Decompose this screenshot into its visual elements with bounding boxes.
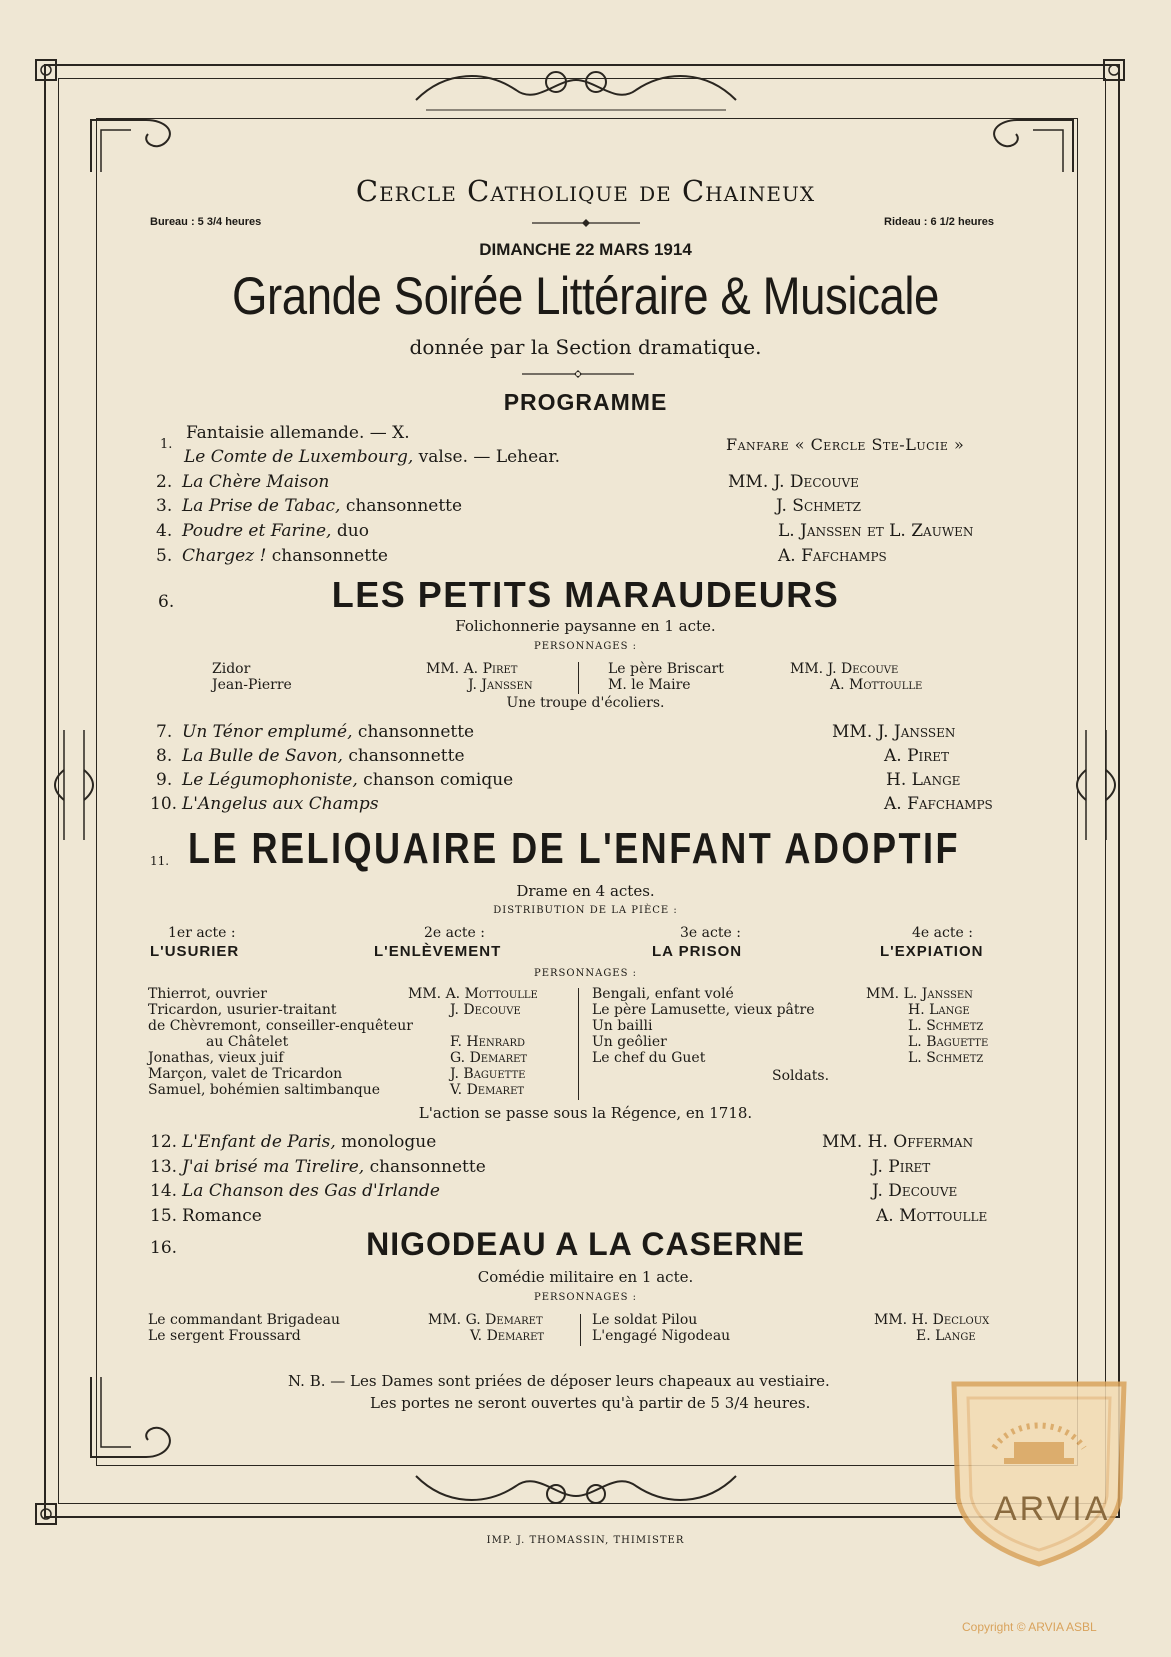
- cast-role: Thierrot, ouvrier: [148, 986, 267, 1002]
- item-desc: chansonnette: [364, 1157, 486, 1177]
- item-number: 4.: [156, 521, 173, 541]
- item-number: 8.: [156, 746, 173, 766]
- arvia-logo-icon: [944, 1378, 1134, 1568]
- ornament-top-right-icon: [1102, 58, 1142, 98]
- watermark-logo-text: ARVIA: [994, 1490, 1111, 1528]
- item-desc: duo: [331, 521, 369, 541]
- printer-credit: IMP. J. THOMASSIN, THIMISTER: [486, 1535, 685, 1546]
- ornament-left-side-icon: [56, 730, 92, 840]
- item-performer: A. Fafchamps: [778, 546, 887, 566]
- divider-icon: [522, 368, 634, 380]
- act-name: LA PRISON: [652, 943, 743, 960]
- cast-role: Le père Briscart: [608, 661, 724, 677]
- item-number: 11.: [150, 854, 170, 868]
- watermark-copyright: Copyright © ARVIA ASBL: [962, 1620, 1097, 1634]
- ornament-top-left-icon: [34, 58, 74, 98]
- item-number: 16.: [150, 1238, 178, 1258]
- cast-role: Le soldat Pilou: [592, 1312, 698, 1328]
- cast-role: M. le Maire: [608, 677, 691, 693]
- act-label: 1er acte :: [168, 925, 236, 941]
- item-title: La Chère Maison: [182, 472, 330, 492]
- item-desc: valse. — Lehear.: [413, 447, 560, 467]
- item-title: L'Angelus aux Champs: [182, 794, 379, 814]
- personnages-label: PERSONNAGES :: [533, 968, 637, 979]
- item-title: La Prise de Tabac,: [182, 496, 341, 516]
- cast-role: Marçon, valet de Tricardon: [148, 1066, 343, 1082]
- column-divider: [578, 988, 579, 1100]
- ornament-corner-bl-icon: [86, 1372, 186, 1462]
- cast-actor: G. Demaret: [450, 1050, 528, 1066]
- item-performer: A. Mottoulle: [876, 1206, 988, 1226]
- ornament-corner-tl-icon: [86, 112, 186, 182]
- column-divider: [580, 1314, 581, 1346]
- item-desc: Romance: [182, 1206, 262, 1226]
- ornament-bottom-scroll-icon: [406, 1466, 746, 1516]
- cast-actor: F. Henrard: [450, 1034, 525, 1050]
- item-performer: A. Piret: [884, 746, 950, 766]
- bureau-time: Bureau : 5 3/4 heures: [150, 216, 262, 228]
- item-title: La Chanson des Gas d'Irlande: [182, 1181, 440, 1201]
- cast-role: Samuel, bohémien saltimbanque: [148, 1082, 381, 1098]
- column-divider: [578, 662, 579, 694]
- act-name: L'USURIER: [150, 943, 240, 960]
- cast-role: Jonathas, vieux juif: [148, 1050, 284, 1066]
- act-name: L'ENLÈVEMENT: [374, 943, 502, 960]
- item-number: 5.: [156, 546, 173, 566]
- distribution-label: DISTRIBUTION DE LA PIÈCE :: [493, 905, 678, 916]
- play-title: LE RELIQUAIRE DE L'ENFANT ADOPTIF: [188, 824, 960, 873]
- event-title: Grande Soirée Littéraire & Musicale: [231, 267, 939, 326]
- item-performer: L. Janssen et L. Zauwen: [778, 521, 974, 541]
- cast-note: Soldats.: [772, 1068, 830, 1084]
- cast-role: Le commandant Brigadeau: [148, 1312, 340, 1328]
- item-number: 6.: [158, 592, 175, 612]
- ornament-top-scroll-icon: [406, 60, 746, 120]
- ornament-right-side-icon: [1078, 730, 1114, 840]
- cast-actor: MM. J. Decouve: [790, 661, 899, 677]
- cast-actor: L. Schmetz: [908, 1018, 984, 1034]
- play-title: NIGODEAU A LA CASERNE: [366, 1226, 805, 1262]
- cast-role: Bengali, enfant volé: [592, 986, 734, 1002]
- cast-actor: E. Lange: [916, 1328, 976, 1344]
- cast-actor: MM. G. Demaret: [428, 1312, 543, 1328]
- item-desc: chansonnette: [340, 496, 463, 516]
- cast-role: Un geôlier: [592, 1034, 667, 1050]
- item-line: [182, 496, 462, 516]
- item-line: [184, 447, 560, 467]
- play-genre: Comédie militaire en 1 acte.: [477, 1268, 694, 1286]
- cast-actor: L. Baguette: [908, 1034, 989, 1050]
- item-title: Chargez !: [182, 546, 267, 566]
- item-number: 15.: [150, 1206, 178, 1226]
- item-number: 1.: [160, 437, 173, 452]
- cast-actor: V. Demaret: [470, 1328, 545, 1344]
- cast-role: Zidor: [212, 661, 251, 677]
- personnages-label: PERSONNAGES :: [533, 641, 637, 652]
- item-number: 3.: [156, 496, 173, 516]
- event-subtitle: donnée par la Section dramatique.: [409, 335, 762, 359]
- item-title: Le Comte de Luxembourg,: [184, 447, 414, 467]
- ornament-corner-tr-icon: [978, 112, 1078, 182]
- personnages-label: PERSONNAGES :: [533, 1292, 637, 1303]
- note-line-1: N. B. — Les Dames sont priées de déposer leurs chapeaux au vestiaire.: [288, 1372, 830, 1390]
- note-line-2: Les portes ne seront ouvertes qu'à partir de 5 3/4 heures.: [370, 1394, 811, 1412]
- play-genre: Folichonnerie paysanne en 1 acte.: [455, 617, 716, 635]
- cast-role: Un bailli: [592, 1018, 653, 1034]
- act-label: 3e acte :: [680, 925, 741, 941]
- cast-actor: MM. H. Decloux: [874, 1312, 990, 1328]
- item-line: [182, 794, 379, 814]
- item-performer: J. Schmetz: [776, 496, 861, 516]
- divider-small-icon: [532, 218, 640, 228]
- organization-name: Cercle Catholique de Chaineux: [355, 174, 816, 208]
- item-line: [182, 1132, 436, 1152]
- item-line: Fantaisie allemande. — X.: [186, 423, 410, 443]
- act-label: 2e acte :: [424, 925, 485, 941]
- item-number: 13.: [150, 1157, 178, 1177]
- item-number: 2.: [156, 472, 173, 492]
- item-title: La Bulle de Savon,: [182, 746, 343, 766]
- item-performer: Fanfare « Cercle Ste-Lucie »: [726, 435, 965, 454]
- item-number: 7.: [156, 722, 173, 742]
- item-performer: J. Piret: [872, 1157, 931, 1177]
- cast-role: Jean-Pierre: [212, 677, 292, 693]
- cast-role: Le sergent Froussard: [148, 1328, 301, 1344]
- item-number: 9.: [156, 770, 173, 790]
- item-title: Le Légumophoniste,: [182, 770, 358, 790]
- item-performer: H. Lange: [886, 770, 961, 790]
- programme-heading: PROGRAMME: [503, 389, 668, 415]
- cast-actor: J. Baguette: [450, 1066, 526, 1082]
- item-title: Un Ténor emplumé,: [182, 722, 353, 742]
- cast-role: de Chèvremont, conseiller-enquêteur: [148, 1018, 413, 1034]
- item-desc: chanson comique: [357, 770, 514, 790]
- act-name: L'EXPIATION: [880, 943, 984, 960]
- item-title: J'ai brisé ma Tirelire,: [182, 1157, 365, 1177]
- item-desc: monologue: [335, 1132, 437, 1152]
- cast-actor: A. Mottoulle: [830, 677, 923, 693]
- cast-role: au Châtelet: [206, 1034, 289, 1050]
- cast-role: Le chef du Guet: [592, 1050, 706, 1066]
- cast-note: Une troupe d'écoliers.: [506, 695, 665, 711]
- item-title: Poudre et Farine,: [182, 521, 332, 541]
- cast-actor: V. Demaret: [450, 1082, 525, 1098]
- item-line: [182, 1157, 486, 1177]
- play-title: LES PETITS MARAUDEURS: [331, 574, 840, 615]
- cast-actor: L. Schmetz: [908, 1050, 984, 1066]
- item-line: [182, 472, 329, 492]
- event-date: DIMANCHE 22 MARS 1914: [479, 240, 692, 259]
- rideau-time: Rideau : 6 1/2 heures: [884, 216, 995, 228]
- cast-actor: J. Janssen: [468, 677, 533, 693]
- play-genre: Drame en 4 actes.: [516, 882, 655, 900]
- item-performer: MM. J. Janssen: [832, 722, 956, 742]
- item-number: 14.: [150, 1181, 178, 1201]
- cast-role: Tricardon, usurier-traitant: [148, 1002, 337, 1018]
- cast-role: Le père Lamusette, vieux pâtre: [592, 1002, 815, 1018]
- item-line: [182, 521, 369, 541]
- item-performer: MM. J. Decouve: [728, 472, 859, 492]
- play-setting: L'action se passe sous la Régence, en 1718.: [418, 1104, 753, 1122]
- cast-actor: MM. A. Piret: [426, 661, 518, 677]
- act-label: 4e acte :: [912, 925, 973, 941]
- item-performer: MM. H. Offerman: [822, 1132, 974, 1152]
- item-desc: chansonnette: [352, 722, 475, 742]
- cast-actor: MM. A. Mottoulle: [408, 986, 538, 1002]
- item-number: 12.: [150, 1132, 178, 1152]
- item-line: [182, 1206, 262, 1226]
- item-desc: chansonnette: [266, 546, 388, 566]
- item-title: L'Enfant de Paris,: [182, 1132, 336, 1152]
- item-line: [182, 1181, 440, 1201]
- cast-actor: H. Lange: [908, 1002, 970, 1018]
- item-desc: chansonnette: [342, 746, 465, 766]
- item-line: [182, 722, 474, 742]
- item-number: 10.: [150, 794, 178, 814]
- cast-role: L'engagé Nigodeau: [592, 1328, 731, 1344]
- item-line: [182, 746, 465, 766]
- item-performer: J. Decouve: [872, 1181, 958, 1201]
- item-line: [182, 770, 513, 790]
- cast-actor: MM. L. Janssen: [866, 986, 973, 1002]
- item-line: [182, 546, 388, 566]
- cast-actor: J. Decouve: [450, 1002, 521, 1018]
- item-performer: A. Fafchamps: [884, 794, 993, 814]
